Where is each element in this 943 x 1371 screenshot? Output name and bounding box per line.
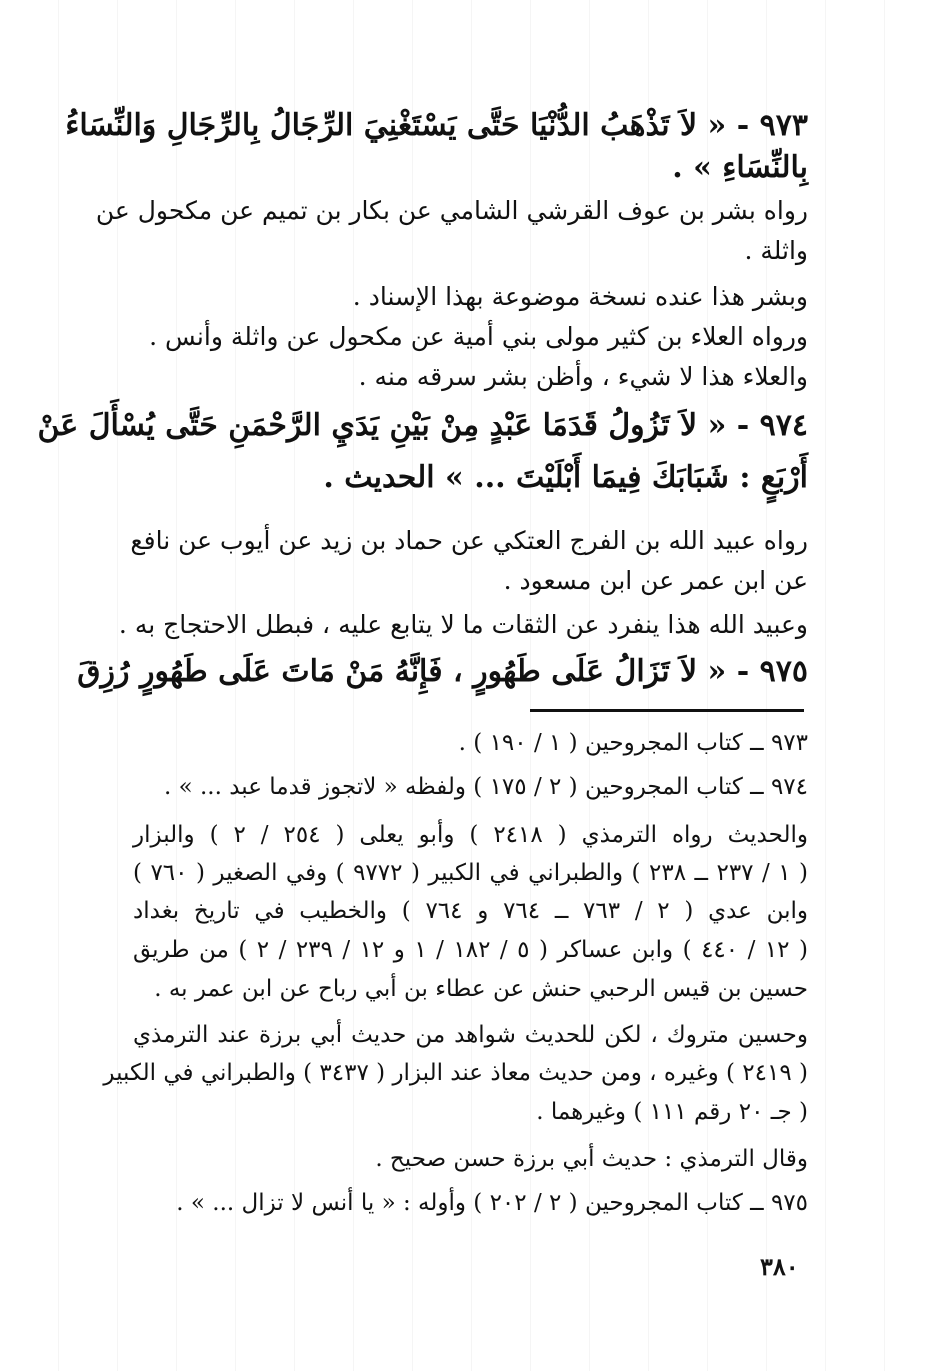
- footnote-line: ( ٢٤١٩ ) وغيره ، ومن حديث معاذ عند البزار ( ٣٤٣٧ ) والطبراني في الكبير: [103, 1060, 808, 1086]
- footnote-line: ( جـ ٢٠ رقم ١١١ ) وغيرهما .: [536, 1099, 808, 1125]
- footnote-line: وقال الترمذي : حديث أبي برزة حسن صحيح .: [375, 1146, 808, 1172]
- hadith-974-text-line-2: أَرْبَعٍ : شَبَابَكَ فِيمَا أَبْلَيْتَ ... » الحديث .: [323, 460, 808, 495]
- footnote-line: ( ١٢ / ٤٤٠ ) وابن عساكر ( ٥ / ١٨٢ / ١ و ١٢ / ٢٣٩ / ٢ ) من طريق: [133, 937, 808, 963]
- hadith-973-text-line-1: ٩٧٣ - « لاَ تَذْهَبُ الدُّنْيَا حَتَّى يَسْتَغْنِيَ الرِّجَالُ بِالرِّجَالِ وَالنِّسَاءُ: [65, 108, 808, 143]
- footnote-975: ٩٧٥ ــ كتاب المجروحين ( ٢ / ٢٠٢ ) وأوله : « يا أنس لا تزال ... » .: [176, 1190, 808, 1216]
- hadith-974-commentary-line-2: عن ابن عمر عن ابن مسعود .: [503, 566, 808, 595]
- hadith-973-commentary-line-5: والعلاء هذا لا شيء ، وأظن بشر سرقه منه .: [358, 362, 808, 391]
- footnote-line: ( ١ / ٢٣٧ ــ ٢٣٨ ) والطبراني في الكبير ( ٩٧٧٢ ) وفي الصغير ( ٧٦٠ ): [133, 860, 808, 886]
- footnote-line: وابن عدي ( ٢ / ٧٦٣ ــ ٧٦٤ و ٧٦٤ ) والخطيب في تاريخ بغداد: [133, 898, 808, 924]
- footnote-974: ٩٧٤ ــ كتاب المجروحين ( ٢ / ١٧٥ ) ولفظه « لاتجوز قدما عبد ... » .: [163, 774, 808, 800]
- footnote-line: والحديث رواه الترمذي ( ٢٤١٨ ) وأبو يعلى ( ٢٥٤ / ٢ ) والبزار: [133, 822, 808, 848]
- hadith-973-commentary-line-1: رواه بشر بن عوف القرشي الشامي عن بكار بن تميم عن مكحول عن: [95, 196, 808, 225]
- hadith-973-commentary-line-2: واثلة .: [744, 236, 808, 265]
- hadith-973-text-line-2: بِالنِّسَاءِ » .: [672, 150, 808, 185]
- footnote-separator: [530, 709, 804, 712]
- hadith-974-commentary-line-1: رواه عبيد الله بن الفرج العتكي عن حماد بن زيد عن أيوب عن نافع: [130, 526, 808, 555]
- hadith-974-commentary-line-3: وعبيد الله هذا ينفرد عن الثقات ما لا يتابع عليه ، فبطل الاحتجاج به .: [118, 610, 808, 639]
- hadith-973-commentary-line-3: وبشر هذا عنده نسخة موضوعة بهذا الإسناد .: [352, 282, 808, 311]
- hadith-974-text-line-1: ٩٧٤ - « لاَ تَزُولُ قَدَمَا عَبْدٍ مِنْ بَيْنِ يَدَيِ الرَّحْمَنِ حَتَّى يُسْأَلَ عَنْ: [37, 408, 808, 443]
- footnote-973: ٩٧٣ ــ كتاب المجروحين ( ١ / ١٩٠ ) .: [458, 730, 808, 756]
- footnote-line: وحسين متروك ، لكن للحديث شواهد من حديث أبي برزة عند الترمذي: [133, 1022, 808, 1048]
- hadith-975-text-line-1: ٩٧٥ - « لاَ تَزَالُ عَلَى طَهُورٍ ، فَإِنَّهُ مَنْ مَاتَ عَلَى طَهُورٍ رُزِقَ: [77, 654, 808, 689]
- page-number: ٣٨٠: [760, 1252, 799, 1281]
- hadith-973-commentary-line-4: ورواه العلاء بن كثير مولى بني أمية عن مكحول عن واثلة وأنس .: [149, 322, 808, 351]
- footnote-line: حسين بن قيس الرحبي حنش عن عطاء بن أبي رباح عن ابن عمر به .: [154, 976, 808, 1002]
